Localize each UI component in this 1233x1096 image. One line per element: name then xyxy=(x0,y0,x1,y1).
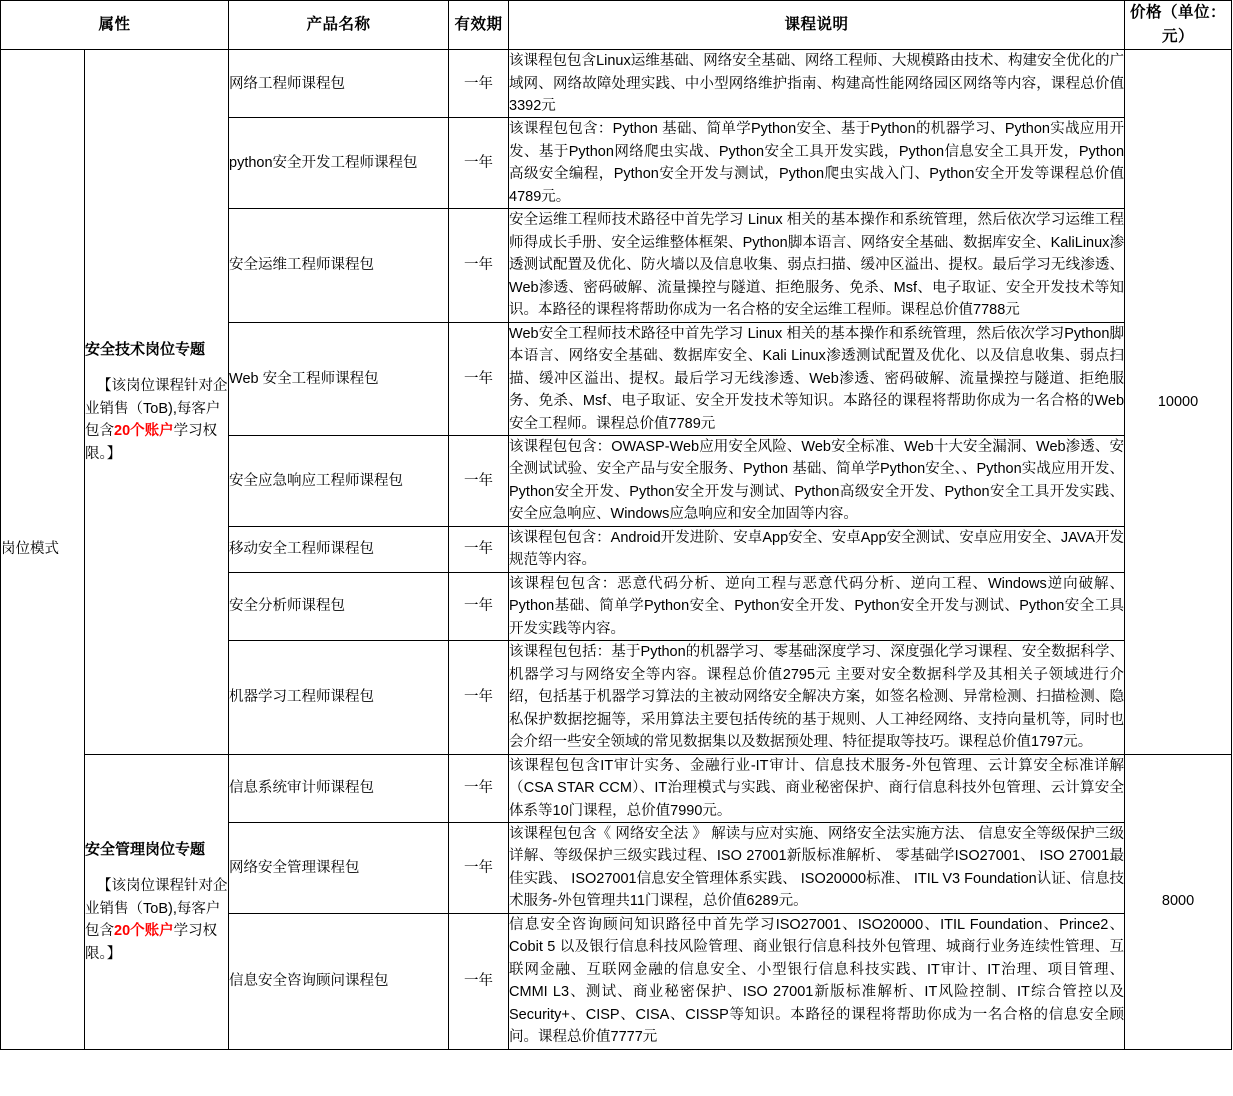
validity-cell: 一年 xyxy=(449,209,509,322)
category-title: 安全技术岗位专题 xyxy=(85,341,206,359)
validity-cell: 一年 xyxy=(449,641,509,754)
category-title: 安全管理岗位专题 xyxy=(85,841,206,859)
validity-cell: 一年 xyxy=(449,822,509,913)
category-note xyxy=(85,875,228,965)
attribute-cell: 岗位模式 xyxy=(1,50,85,1050)
course-description-cell: 该课程包包含：Python 基础、简单学Python安全、基于Python的机器学习、Python实战应用开发、基于Python网络爬虫实战、Python安全工具开发实践，Python信息安全工具开发，Python高级安全编程，Python安全开发与测试，Python爬虫实战入门、Python安全开发等课程总价值4789元。 xyxy=(509,118,1125,209)
category-note-suffix: 学习权限。】 xyxy=(85,923,218,962)
course-description-cell: 该课程包包含：恶意代码分析、逆向工程与恶意代码分析、逆向工程、Windows逆向破解、Python基础、简单学Python安全、Python安全开发、Python安全开发与测试、Python安全工具开发实践等内容。 xyxy=(509,572,1125,640)
course-description-cell: Web安全工程师技术路径中首先学习 Linux 相关的基本操作和系统管理，然后依次学习Python脚本语言、网络安全基础、数据库安全、Kali Linux渗透测试配置及优化、以及信息收集、弱点扫描、缓冲区溢出、提权。最后学习无线渗透、Web渗透、密码破解、流量操控与隧道、拒绝服务、免杀、Msf、电子取证、安全开发技术等知识。本路径的课程将帮助你成为一名合格的Web安全工程师。课程总价值7789元 xyxy=(509,322,1125,435)
category-note-highlight: 20个账户 xyxy=(114,423,174,440)
validity-cell: 一年 xyxy=(449,572,509,640)
validity-cell: 一年 xyxy=(449,913,509,1049)
product-name-cell: 信息安全咨询顾问课程包 xyxy=(229,913,449,1049)
category-note-suffix: 学习权限。】 xyxy=(85,423,218,462)
product-name-cell: 网络安全管理课程包 xyxy=(229,822,449,913)
category-cell xyxy=(85,754,229,1049)
validity-cell: 一年 xyxy=(449,118,509,209)
table-body xyxy=(1,50,1232,1050)
category-note-highlight: 20个账户 xyxy=(114,923,174,940)
price-cell: 10000 xyxy=(1125,50,1232,755)
product-name-cell: python安全开发工程师课程包 xyxy=(229,118,449,209)
course-description-cell: 该课程包包括：基于Python的机器学习、零基础深度学习、深度强化学习课程、安全数据科学、机器学习与网络安全等内容。课程总价值2795元 主要对安全数据科学及其相关子领域进行介绍，包括基于机器学习算法的主被动网络安全解决方案，如签名检测、异常检测、扫描检测、隐私保护数据挖掘等，采用算法主要包括传统的基于规则、人工神经网络、支持向量机等，同时也会介绍一些安全领域的常见数据集以及数据预处理、特征提取等技巧。课程总价值1797元。 xyxy=(509,641,1125,754)
table-row xyxy=(1,50,1232,118)
validity-cell: 一年 xyxy=(449,754,509,822)
course-description-cell: 安全运维工程师技术路径中首先学习 Linux 相关的基本操作和系统管理，然后依次学习运维工程师得成长手册、安全运维整体框架、Python脚本语言、网络安全基础、数据库安全、KaliLinux渗透测试配置及优化、防火墙以及信息收集、弱点扫描、缓冲区溢出、提权。最后学习无线渗透、Web渗透、密码破解、流量操控与隧道、拒绝服务、免杀、Msf、电子取证、安全开发技术等知识。本路径的课程将帮助你成为一名合格的安全运维工程师。课程总价值7788元 xyxy=(509,209,1125,322)
product-name-cell: 信息系统审计师课程包 xyxy=(229,754,449,822)
category-cell xyxy=(85,50,229,755)
course-description-cell: 该课程包包含Linux运维基础、网络安全基础、网络工程师、大规模路由技术、构建安全优化的广域网、网络故障处理实践、中小型网络维护指南、构建高性能网络园区网络等内容，课程总价值3392元 xyxy=(509,50,1125,118)
category-note xyxy=(85,375,228,465)
column-header-attribute: 属性 xyxy=(1,1,229,50)
price-cell: 8000 xyxy=(1125,754,1232,1049)
product-name-cell: 机器学习工程师课程包 xyxy=(229,641,449,754)
category-note-prefix: 【该岗位课程针对企业销售（ToB),每客户包含 xyxy=(85,378,228,440)
product-name-cell: 安全运维工程师课程包 xyxy=(229,209,449,322)
product-name-cell: 安全应急响应工程师课程包 xyxy=(229,436,449,527)
course-description-cell: 该课程包包含：Android开发进阶、安卓App安全、安卓App安全测试、安卓应用安全、JAVA开发规范等内容。 xyxy=(509,526,1125,572)
product-name-cell: 网络工程师课程包 xyxy=(229,50,449,118)
course-description-cell: 该课程包包含：OWASP-Web应用安全风险、Web安全标准、Web十大安全漏洞、Web渗透、安全测试试验、安全产品与安全服务、Python 基础、简单学Python安全、、Python实战应用开发、Python安全开发、Python安全开发与测试、Python高级安全开发、Python安全工具开发实践、安全应急响应、Windows应急响应和安全加固等内容。 xyxy=(509,436,1125,527)
product-name-cell: 安全分析师课程包 xyxy=(229,572,449,640)
column-header-validity: 有效期 xyxy=(449,1,509,50)
course-description-cell: 信息安全咨询顾问知识路径中首先学习ISO27001、ISO20000、ITIL Foundation、Prince2、Cobit 5 以及银行信息科技风险管理、商业银行信息科技外包管理、城商行业务连续性管理、互联网金融、互联网金融的信息安全、小型银行信息科技实践、IT审计、IT治理、项目管理、CMMI L3、测试、商业秘密保护、ISO 27001新版标准解析、IT风险控制、IT综合管控以及Security+、CISP、CISA、CISSP等知识。本路径的课程将帮助你成为一名合格的信息安全顾问。课程总价值7777元 xyxy=(509,913,1125,1049)
validity-cell: 一年 xyxy=(449,436,509,527)
product-name-cell: 移动安全工程师课程包 xyxy=(229,526,449,572)
product-name-cell: Web 安全工程师课程包 xyxy=(229,322,449,435)
validity-cell: 一年 xyxy=(449,50,509,118)
table-row xyxy=(1,754,1232,822)
validity-cell: 一年 xyxy=(449,526,509,572)
category-note-prefix: 【该岗位课程针对企业销售（ToB),每客户包含 xyxy=(85,878,228,940)
column-header-price: 价格（单位：元） xyxy=(1125,1,1232,50)
table-header-row xyxy=(1,1,1232,50)
validity-cell: 一年 xyxy=(449,322,509,435)
course-description-cell: 该课程包包含《 网络安全法 》 解读与应对实施、网络安全法实施方法、 信息安全等级保护三级详解、等级保护三级实践过程、ISO 27001新版标准解析、 零基础学ISO27001、 ISO 27001最佳实践、 ISO27001信息安全管理体系实践、 ISO20000标准、 ITIL V3 Foundation认证、信息技术服务-外包管理共11门课程，总价值6289元。 xyxy=(509,822,1125,913)
column-header-product-name: 产品名称 xyxy=(229,1,449,50)
column-header-course-description: 课程说明 xyxy=(509,1,1125,50)
course-description-cell: 该课程包包含IT审计实务、金融行业-IT审计、信息技术服务-外包管理、云计算安全标准详解（CSA STAR CCM）、IT治理模式与实践、商业秘密保护、商行信息科技外包管理、云计算安全体系等10门课程，总价值7990元。 xyxy=(509,754,1125,822)
